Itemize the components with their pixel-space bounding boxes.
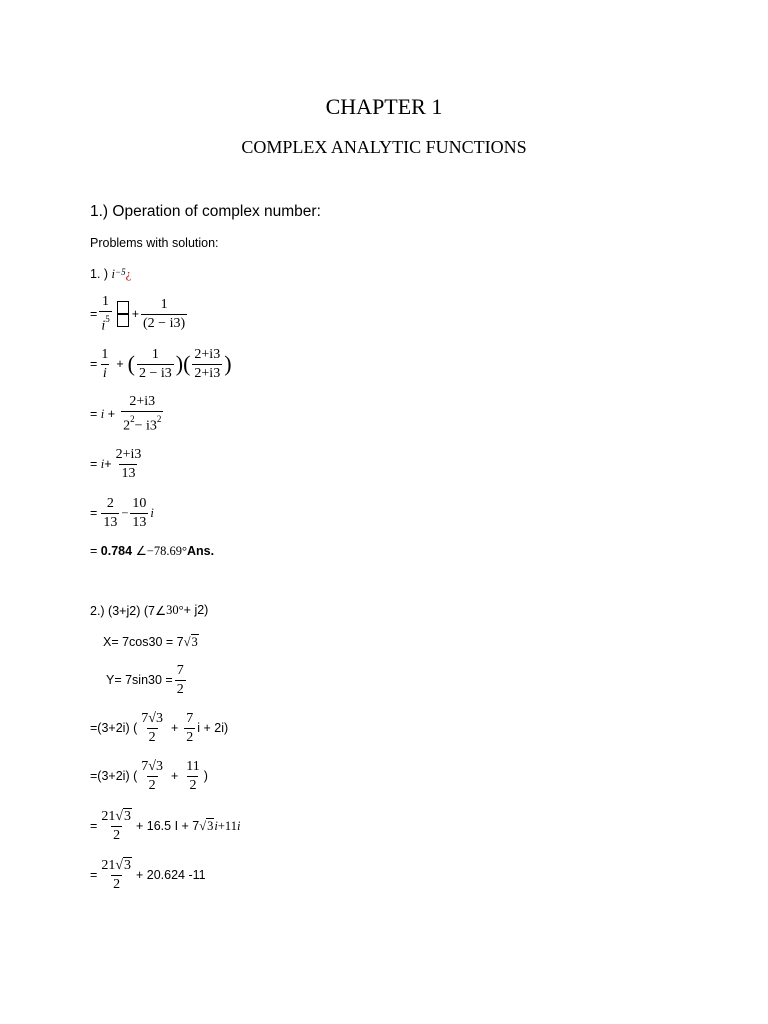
problem1-step3: = i + $\frac{2+i3}{2^2- i3^2}$: [90, 393, 162, 434]
problem2-step3: = $\frac{21√3}{2}$ + 16.5 I + 7 √3 i +11 i: [90, 808, 241, 843]
problem1-step5: = $\frac{2}{13}$ − $\frac{10}{13}$ i: [90, 495, 154, 530]
problem1-step2: = $\frac{1}{i}$ + ( $\frac{1}{2 - i3}$ )( $\frac{2+i3}{2+i3}$ ): [90, 346, 232, 381]
chapter-title: CHAPTER 1: [325, 94, 443, 119]
problem2-y-line: Y= 7sin30 = $\frac{7}{2}$: [106, 662, 184, 697]
problem1-step4: = i + $\frac{2+i3}{13}$: [90, 446, 142, 481]
missing-glyph-icon: [116, 301, 130, 327]
angle-icon: ∠: [135, 544, 147, 558]
problem2-statement: 2.) (3+j2) (7∠ 30° + j2): [90, 602, 209, 618]
section-intro: Problems with solution:: [90, 236, 219, 250]
problem2-step2: =(3+2i) ( $\frac{7√3}{2}$ + $\frac{11}{2}$ ): [90, 758, 208, 793]
problem1-step1: = $\frac{1}{i^5}$ + $\frac{1}{(2 - i3)}$: [90, 293, 186, 334]
problem2-x-line: X= 7cos30 = 7 √3: [103, 634, 198, 649]
problem1-statement: 1. ) i −5 ¿: [90, 266, 132, 281]
problem1-answer: = 0.784 ∠ −78.69° Ans.: [90, 543, 215, 558]
problem2-step1: =(3+2i) ( $\frac{7√3}{2}$ + $\frac{7}{2}$ i + 2i): [90, 710, 229, 745]
problem2-step4: = $\frac{21√3}{2}$ + 20.624 -11: [90, 857, 206, 892]
chapter-subtitle: COMPLEX ANALYTIC FUNCTIONS: [241, 137, 527, 157]
section-heading: 1.) Operation of complex number:: [90, 203, 321, 220]
